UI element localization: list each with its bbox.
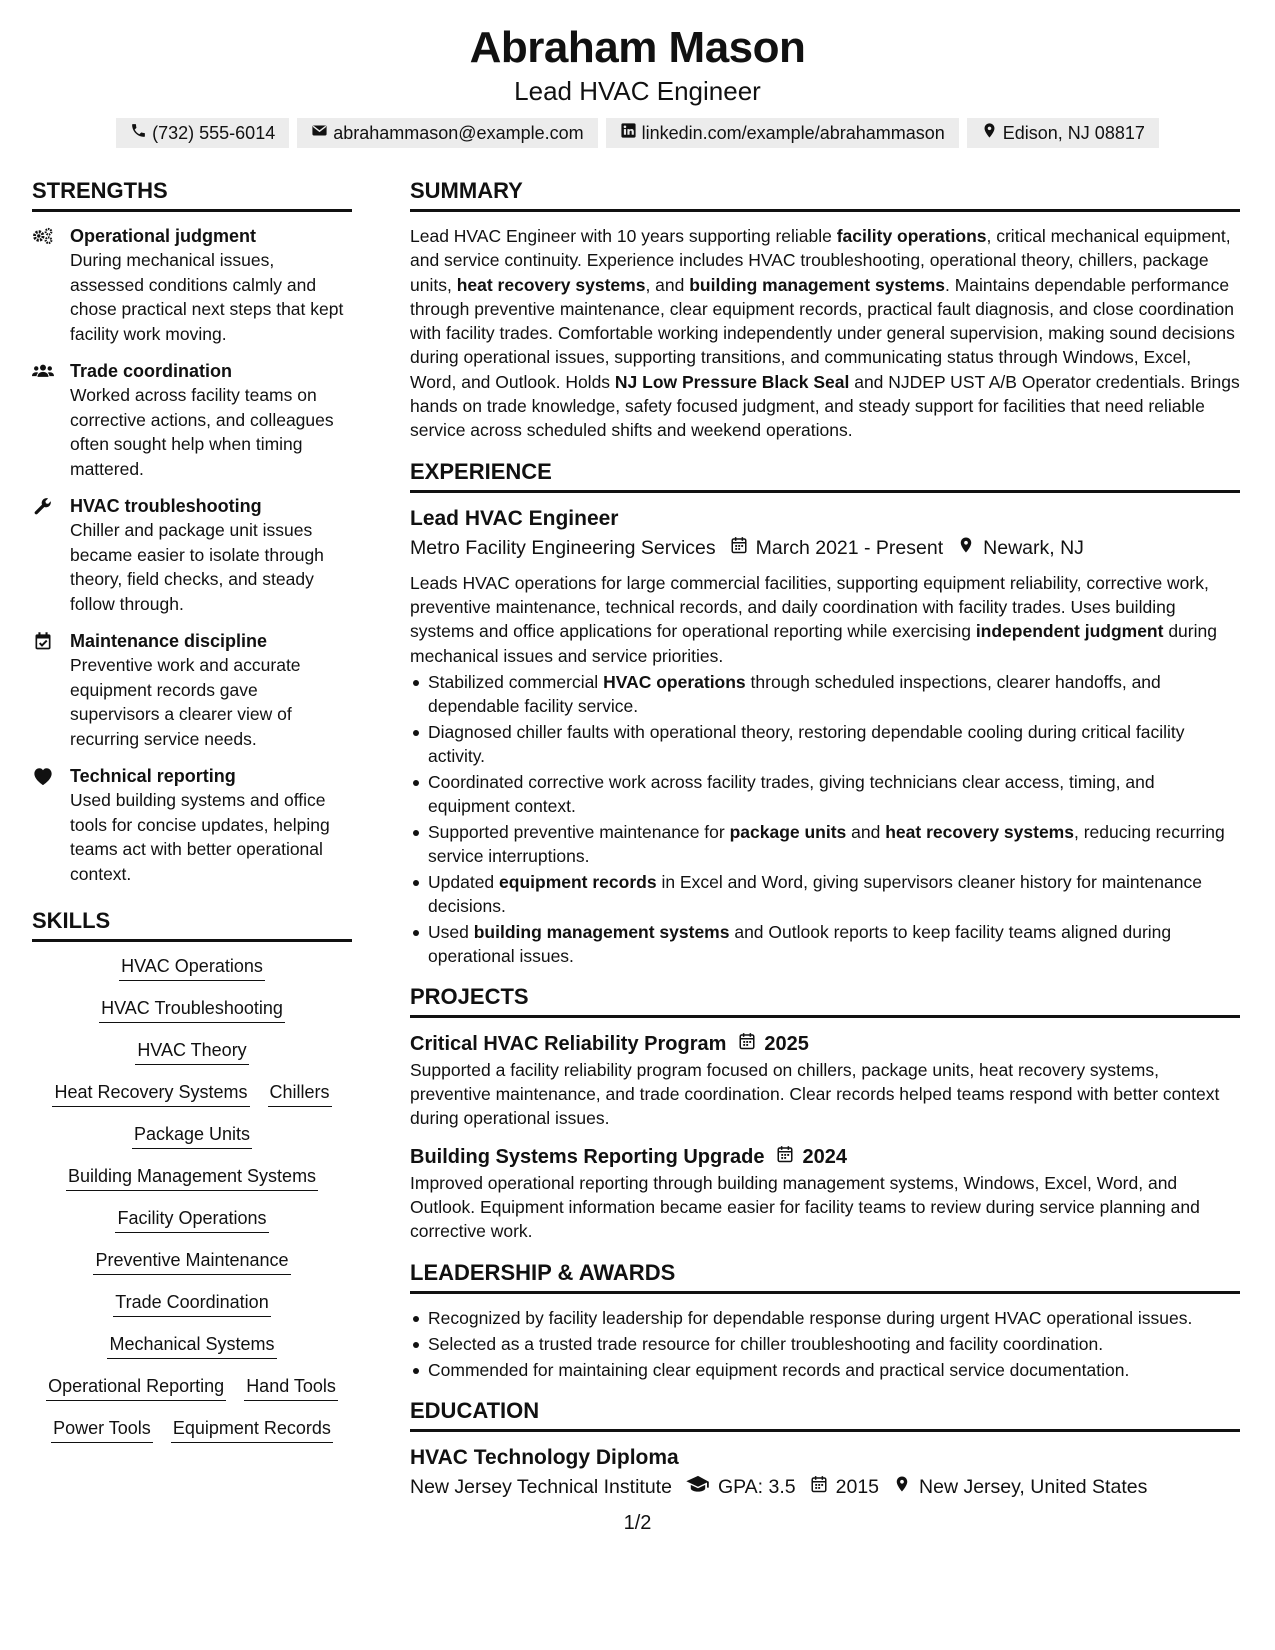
school-name: New Jersey Technical Institute [410,1475,672,1498]
project-desc: Supported a facility reliability program focused on chillers, package units, heat recovery systems, preventive maintenance, and trade coordination. Clear records helped teams respond with better context during operational issues. [410,1059,1220,1129]
list-item: Stabilized commercial HVAC operations through scheduled inspections, clearer handoffs, and dependable facility service. [410,670,1240,718]
skill-tag: Hand Tools [244,1374,338,1401]
list-item: Updated equipment records in Excel and Word, giving supervisors cleaner history for maintenance decisions. [410,870,1240,918]
linkedin-text: linkedin.com/example/abrahammason [641,122,945,143]
gpa: GPA: 3.5 [717,1475,796,1498]
skill-tag: Power Tools [51,1416,153,1443]
heart-icon [32,764,70,886]
candidate-title: Lead HVAC Engineer [514,76,761,106]
contact-bar [0,118,1275,148]
contact-location [967,118,1159,148]
leadership-list [410,1306,1240,1382]
graduation-cap-icon [686,1472,718,1502]
calendar-check-icon [32,629,70,751]
skill-tag: HVAC Troubleshooting [99,996,285,1023]
contact-email[interactable] [297,118,597,148]
strength-title: Operational judgment [70,226,257,246]
strength-title: Maintenance discipline [70,631,268,651]
gears-icon [32,224,70,346]
projects-heading: PROJECTS [410,984,1240,1018]
contact-phone[interactable] [116,118,289,148]
skill-tag: Trade Coordination [113,1290,270,1317]
list-item: Used building management systems and Outlook reports to keep facility teams aligned during operational issues. [410,920,1240,968]
project-title: Critical HVAC Reliability Program 2025 [410,1030,1240,1058]
degree-title: HVAC Technology Diploma [410,1445,679,1469]
project-year: 2025 [764,1032,809,1055]
strength-desc: Chiller and package unit issues became easier to isolate through theory, field checks, and steady follow through. [70,520,324,614]
skill-tag: Package Units [132,1122,252,1149]
strengths-heading: STRENGTHS [32,178,352,212]
skills-section [32,908,352,1443]
skill-tag: Equipment Records [171,1416,333,1443]
strength-title: Technical reporting [70,766,236,786]
leadership-section [410,1260,1240,1382]
education-section [410,1398,1240,1502]
left-column [32,178,352,1518]
strength-desc: Worked across facility teams on corrective actions, and colleagues often sought help when timing mattered. [70,385,334,479]
phone-text: (732) 555-6014 [152,122,276,143]
skills-list [32,954,352,1443]
education-location: New Jersey, United States [919,1475,1148,1498]
envelope-icon [311,122,328,144]
skills-heading: SKILLS [32,908,352,942]
experience-heading: EXPERIENCE [410,459,1240,493]
company-name: Metro Facility Engineering Services [410,536,716,559]
strengths-section [32,178,352,886]
skill-tag: HVAC Theory [135,1038,248,1065]
project-desc: Improved operational reporting through building management systems, Windows, Excel, Word, and Outlook. Equipment information became easier for facility teams to review during service planning and corrective work. [410,1172,1200,1242]
skill-tag: Operational Reporting [46,1374,226,1401]
strength-title: HVAC troubleshooting [70,496,262,516]
education-heading: EDUCATION [410,1398,1240,1432]
calendar-icon [764,1143,802,1171]
email-text: abrahammason@example.com [333,122,584,143]
skill-tag: Chillers [268,1080,332,1107]
list-item: Selected as a trusted trade resource for chiller troubleshooting and facility coordination. [410,1332,1240,1356]
list-item: Coordinated corrective work across facility trades, giving technicians clear access, timing, and equipment context. [410,770,1240,818]
job-description: Leads HVAC operations for large commercial facilities, supporting equipment reliability, corrective work, preventive maintenance, technical records, and daily coordination with facility trades. Uses building systems and office applications for operational reporting while exercising independent judgment during mechanical issues and service priorities. [410,572,1217,666]
education-meta [410,1472,1240,1502]
summary-text: Lead HVAC Engineer with 10 years supporting reliable facility operations, critical mechanical equipment, and service continuity. Experience includes HVAC troubleshooting, operational theory, chillers, package units, heat recovery systems, and building management systems. Maintains dependable performance through preventive maintenance, clear equipment records, practical fault diagnosis, and close coordination with facility trades. Comfortable working independently under general supervision, making sound decisions during operational issues, supporting transitions, and communicating status through Windows, Excel, Word, and Outlook. Holds NJ Low Pressure Black Seal and NJDEP UST A/B Operator credentials. Brings hands on trade knowledge, safety focused judgment, and steady support for facilities that need reliable service across scheduled shifts and weekend operations. [410,226,1240,441]
right-column [410,178,1240,1518]
projects-section [410,984,1240,1244]
phone-icon [130,122,147,144]
users-icon [32,359,70,481]
skill-tag: Mechanical Systems [107,1332,276,1359]
job-title: Lead HVAC Engineer [410,506,619,530]
list-item: Recognized by facility leadership for dependable response during urgent HVAC operational issues. [410,1306,1240,1330]
job-dates: March 2021 - Present [755,536,944,559]
strength-desc: Preventive work and accurate equipment records gave supervisors a clearer view of recurring service needs. [70,655,301,749]
list-item: Diagnosed chiller faults with operational theory, restoring dependable cooling during critical facility activity. [410,720,1240,768]
resume-header [0,0,1275,148]
skill-tag: HVAC Operations [119,954,265,981]
list-item: Commended for maintaining clear equipment records and practical service documentation. [410,1358,1240,1382]
linkedin-icon [620,122,637,144]
strength-item [32,359,352,481]
job-bullets [410,670,1240,968]
summary-section [410,178,1240,443]
project-year: 2024 [802,1145,847,1168]
project-title: Building Systems Reporting Upgrade 2024 [410,1143,1240,1171]
strength-item [32,629,352,751]
experience-section [410,459,1240,968]
map-pin-icon [893,1472,919,1502]
job-location: Newark, NJ [983,536,1084,559]
wrench-icon [32,494,70,616]
skill-tag: Heat Recovery Systems [52,1080,249,1107]
candidate-name: Abraham Mason [469,23,806,72]
calendar-icon [726,1030,764,1058]
skill-tag: Facility Operations [115,1206,268,1233]
strength-title: Trade coordination [70,361,233,381]
education-year: 2015 [835,1475,880,1498]
leadership-heading: LEADERSHIP & AWARDS [410,1260,1240,1294]
strength-item [32,224,352,346]
list-item: Supported preventive maintenance for package units and heat recovery systems, reducing recurring service interruptions. [410,820,1240,868]
calendar-icon [730,533,756,563]
content-columns [32,178,1242,1518]
strength-desc: Used building systems and office tools for concise updates, helping teams act with better operational context. [70,790,330,884]
map-pin-icon [981,122,998,144]
page-number: 1/2 [623,1512,652,1534]
contact-linkedin[interactable] [606,118,959,148]
job-meta [410,533,1240,563]
strength-desc: During mechanical issues, assessed conditions calmly and chose practical next steps that kept facility work moving. [70,250,344,344]
map-pin-icon [957,533,983,563]
strength-item [32,494,352,616]
skill-tag: Building Management Systems [66,1164,318,1191]
calendar-icon [810,1472,836,1502]
summary-heading: SUMMARY [410,178,1240,212]
strength-item [32,764,352,886]
location-text: Edison, NJ 08817 [1002,122,1145,143]
skill-tag: Preventive Maintenance [93,1248,290,1275]
